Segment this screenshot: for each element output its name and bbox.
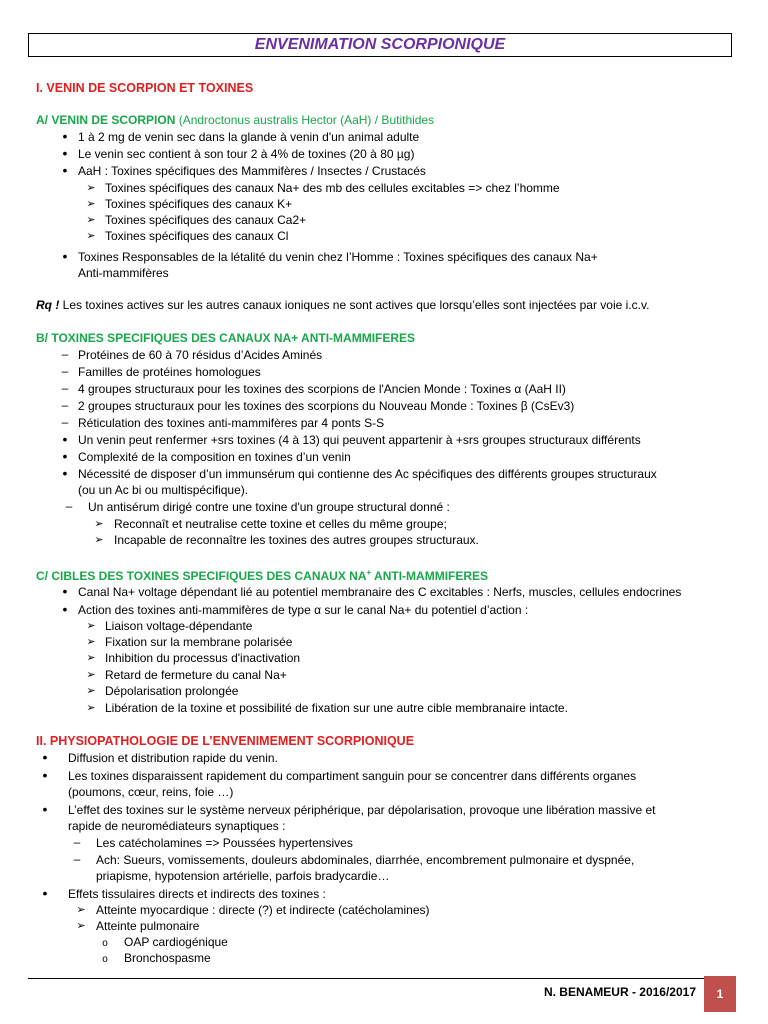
list-item: Fixation sur la membrane polarisée bbox=[105, 635, 293, 649]
list-item: Canal Na+ voltage dépendant lié au potentiel membranaire des C excitables : Nerfs, muscles, cellules endocrines bbox=[78, 585, 682, 599]
list-item-continued: rapide de neuromédiateurs synaptiques : bbox=[68, 819, 286, 833]
bullet-icon bbox=[38, 801, 52, 817]
section-1-heading: I. VENIN DE SCORPION ET TOXINES bbox=[36, 81, 254, 95]
list-item: Toxines spécifiques des canaux Cl bbox=[105, 229, 289, 243]
dash-icon bbox=[58, 364, 72, 378]
bullet-icon bbox=[58, 465, 72, 481]
dash-icon bbox=[70, 835, 84, 849]
remark-text: Les toxines actives sur les autres canaux ioniques ne sont actives que lorsqu’elles sont injectées par voie i.c.v. bbox=[59, 298, 650, 312]
list-item: AaH : Toxines spécifiques des Mammifères / Insectes / Crustacés bbox=[78, 164, 426, 178]
bullet-icon bbox=[58, 431, 72, 447]
bullet-icon bbox=[58, 248, 72, 264]
subsection-a-title: A/ VENIN DE SCORPION bbox=[36, 113, 176, 127]
arrow-icon bbox=[84, 650, 98, 664]
section-2-heading: II. PHYSIOPATHOLOGIE DE L’ENVENIMEMENT SCORPIONIQUE bbox=[36, 734, 415, 748]
subsection-c-title: C/ CIBLES DES TOXINES SPECIFIQUES DES CANAUX NA bbox=[36, 569, 367, 583]
list-item: Familles de protéines homologues bbox=[78, 365, 261, 379]
arrow-icon bbox=[84, 667, 98, 681]
dash-icon bbox=[70, 852, 84, 866]
list-item: Reconnaît et neutralise cette toxine et celles du même groupe; bbox=[114, 517, 447, 531]
arrow-icon bbox=[84, 683, 98, 697]
list-item: Complexité de la composition en toxines d’un venin bbox=[78, 450, 351, 464]
list-item-continued: (poumons, cœur, reins, foie …) bbox=[68, 785, 234, 799]
subsection-c-heading bbox=[36, 565, 488, 584]
list-item-continued: (ou un Ac bi ou multispécifique). bbox=[78, 483, 249, 497]
bullet-icon bbox=[58, 448, 72, 464]
arrow-icon bbox=[84, 228, 98, 242]
list-item: Ach: Sueurs, vomissements, douleurs abdominales, diarrhée, encombrement pulmonaire et dyspnée, bbox=[96, 853, 635, 867]
list-item: Les catécholamines => Poussées hypertensives bbox=[96, 836, 353, 850]
bullet-icon bbox=[38, 767, 52, 783]
list-item: Liaison voltage-dépendante bbox=[105, 619, 253, 633]
list-item: 4 groupes structuraux pour les toxines des scorpions de l'Ancien Monde : Toxines α (AaH II) bbox=[78, 382, 566, 396]
list-item: Le venin sec contient à son tour 2 à 4% de toxines (20 à 80 µg) bbox=[78, 147, 415, 161]
list-item: Nécessité de disposer d’un immunsérum qui contienne des Ac spécifiques des différents groupes structuraux bbox=[78, 467, 657, 481]
list-item-continued: priapisme, hypotension artérielle, parfois bradycardie… bbox=[96, 869, 390, 883]
arrow-icon bbox=[84, 180, 98, 194]
list-item: Toxines Responsables de la létalité du venin chez l’Homme : Toxines spécifiques des canaux Na+ bbox=[78, 250, 598, 264]
bullet-icon bbox=[58, 128, 72, 144]
subsection-c-title-end: ANTI-MAMMIFERES bbox=[371, 569, 489, 583]
subsection-b-heading: B/ TOXINES SPECIFIQUES DES CANAUX NA+ ANTI-MAMMIFERES bbox=[36, 331, 416, 345]
list-item: Réticulation des toxines anti-mammifères par 4 ponts S-S bbox=[78, 416, 385, 430]
arrow-icon bbox=[74, 902, 88, 916]
arrow-icon bbox=[92, 516, 106, 530]
list-item: Inhibition du processus d'inactivation bbox=[105, 651, 301, 665]
list-item: Atteinte pulmonaire bbox=[96, 919, 200, 933]
list-item: OAP cardiogénique bbox=[124, 935, 228, 949]
list-item: Un antisérum dirigé contre une toxine d'un groupe structural donné : bbox=[88, 500, 450, 514]
arrow-icon bbox=[84, 196, 98, 210]
remark-label: Rq ! bbox=[36, 298, 60, 312]
arrow-icon bbox=[84, 212, 98, 226]
footer-author: N. BENAMEUR - 2016/2017 bbox=[543, 985, 696, 999]
dash-icon bbox=[62, 499, 76, 513]
list-item: Dépolarisation prolongée bbox=[105, 684, 239, 698]
list-item: Toxines spécifiques des canaux Ca2+ bbox=[105, 213, 307, 227]
footer-divider bbox=[28, 978, 704, 979]
list-item: 2 groupes structuraux pour les toxines des scorpions du Nouveau Monde : Toxines β (CsEv3) bbox=[78, 399, 575, 413]
list-item: Protéines de 60 à 70 résidus d’Acides Aminés bbox=[78, 348, 323, 362]
arrow-icon bbox=[74, 918, 88, 932]
dash-icon bbox=[58, 398, 72, 412]
list-item: Action des toxines anti-mammifères de type α sur le canal Na+ du potentiel d’action : bbox=[78, 603, 529, 617]
list-item: Les toxines disparaissent rapidement du compartiment sanguin pour se concentrer dans différents organes bbox=[68, 769, 637, 783]
arrow-icon bbox=[92, 532, 106, 546]
arrow-icon bbox=[84, 700, 98, 714]
circle-bullet-icon bbox=[98, 935, 112, 949]
subsection-a-subtitle: (Androctonus australis Hector (AaH) / Butithides bbox=[175, 113, 435, 127]
list-item: Effets tissulaires directs et indirects des toxines : bbox=[68, 887, 326, 901]
bullet-icon bbox=[38, 749, 52, 765]
page-number: 1 bbox=[704, 976, 736, 1012]
list-item: Retard de fermeture du canal Na+ bbox=[105, 668, 287, 682]
list-item: Diffusion et distribution rapide du venin. bbox=[68, 751, 278, 765]
remark bbox=[36, 297, 649, 313]
list-item: Incapable de reconnaître les toxines des autres groupes structuraux. bbox=[114, 533, 479, 547]
list-item: 1 à 2 mg de venin sec dans la glande à venin d'un animal adulte bbox=[78, 130, 420, 144]
list-item: Toxines spécifiques des canaux Na+ des mb des cellules excitables => chez l’homme bbox=[105, 181, 560, 195]
list-item-continued: Anti-mammifères bbox=[78, 266, 169, 280]
bullet-icon bbox=[58, 601, 72, 617]
list-item: Libération de la toxine et possibilité de fixation sur une autre cible membranaire intacte. bbox=[105, 701, 568, 715]
list-item: L’effet des toxines sur le système nerveux périphérique, par dépolarisation, provoque une libération massive et bbox=[68, 803, 656, 817]
dash-icon bbox=[58, 381, 72, 395]
subsection-a-heading bbox=[36, 112, 434, 128]
list-item: Bronchospasme bbox=[124, 951, 211, 965]
superscript: + bbox=[366, 568, 372, 577]
page-title: ENVENIMATION SCORPIONIQUE bbox=[254, 36, 506, 53]
arrow-icon bbox=[84, 618, 98, 632]
title-box bbox=[28, 33, 732, 57]
dash-icon bbox=[58, 347, 72, 361]
bullet-icon bbox=[58, 162, 72, 178]
list-item: Toxines spécifiques des canaux K+ bbox=[105, 197, 293, 211]
circle-bullet-icon bbox=[98, 951, 112, 965]
list-item: Atteinte myocardique : directe (?) et indirecte (catécholamines) bbox=[96, 903, 430, 917]
arrow-icon bbox=[84, 634, 98, 648]
bullet-icon bbox=[58, 583, 72, 599]
list-item: Un venin peut renfermer +srs toxines (4 à 13) qui peuvent appartenir à +srs groupes structuraux différents bbox=[78, 433, 641, 447]
bullet-icon bbox=[38, 885, 52, 901]
bullet-icon bbox=[58, 145, 72, 161]
dash-icon bbox=[58, 415, 72, 429]
